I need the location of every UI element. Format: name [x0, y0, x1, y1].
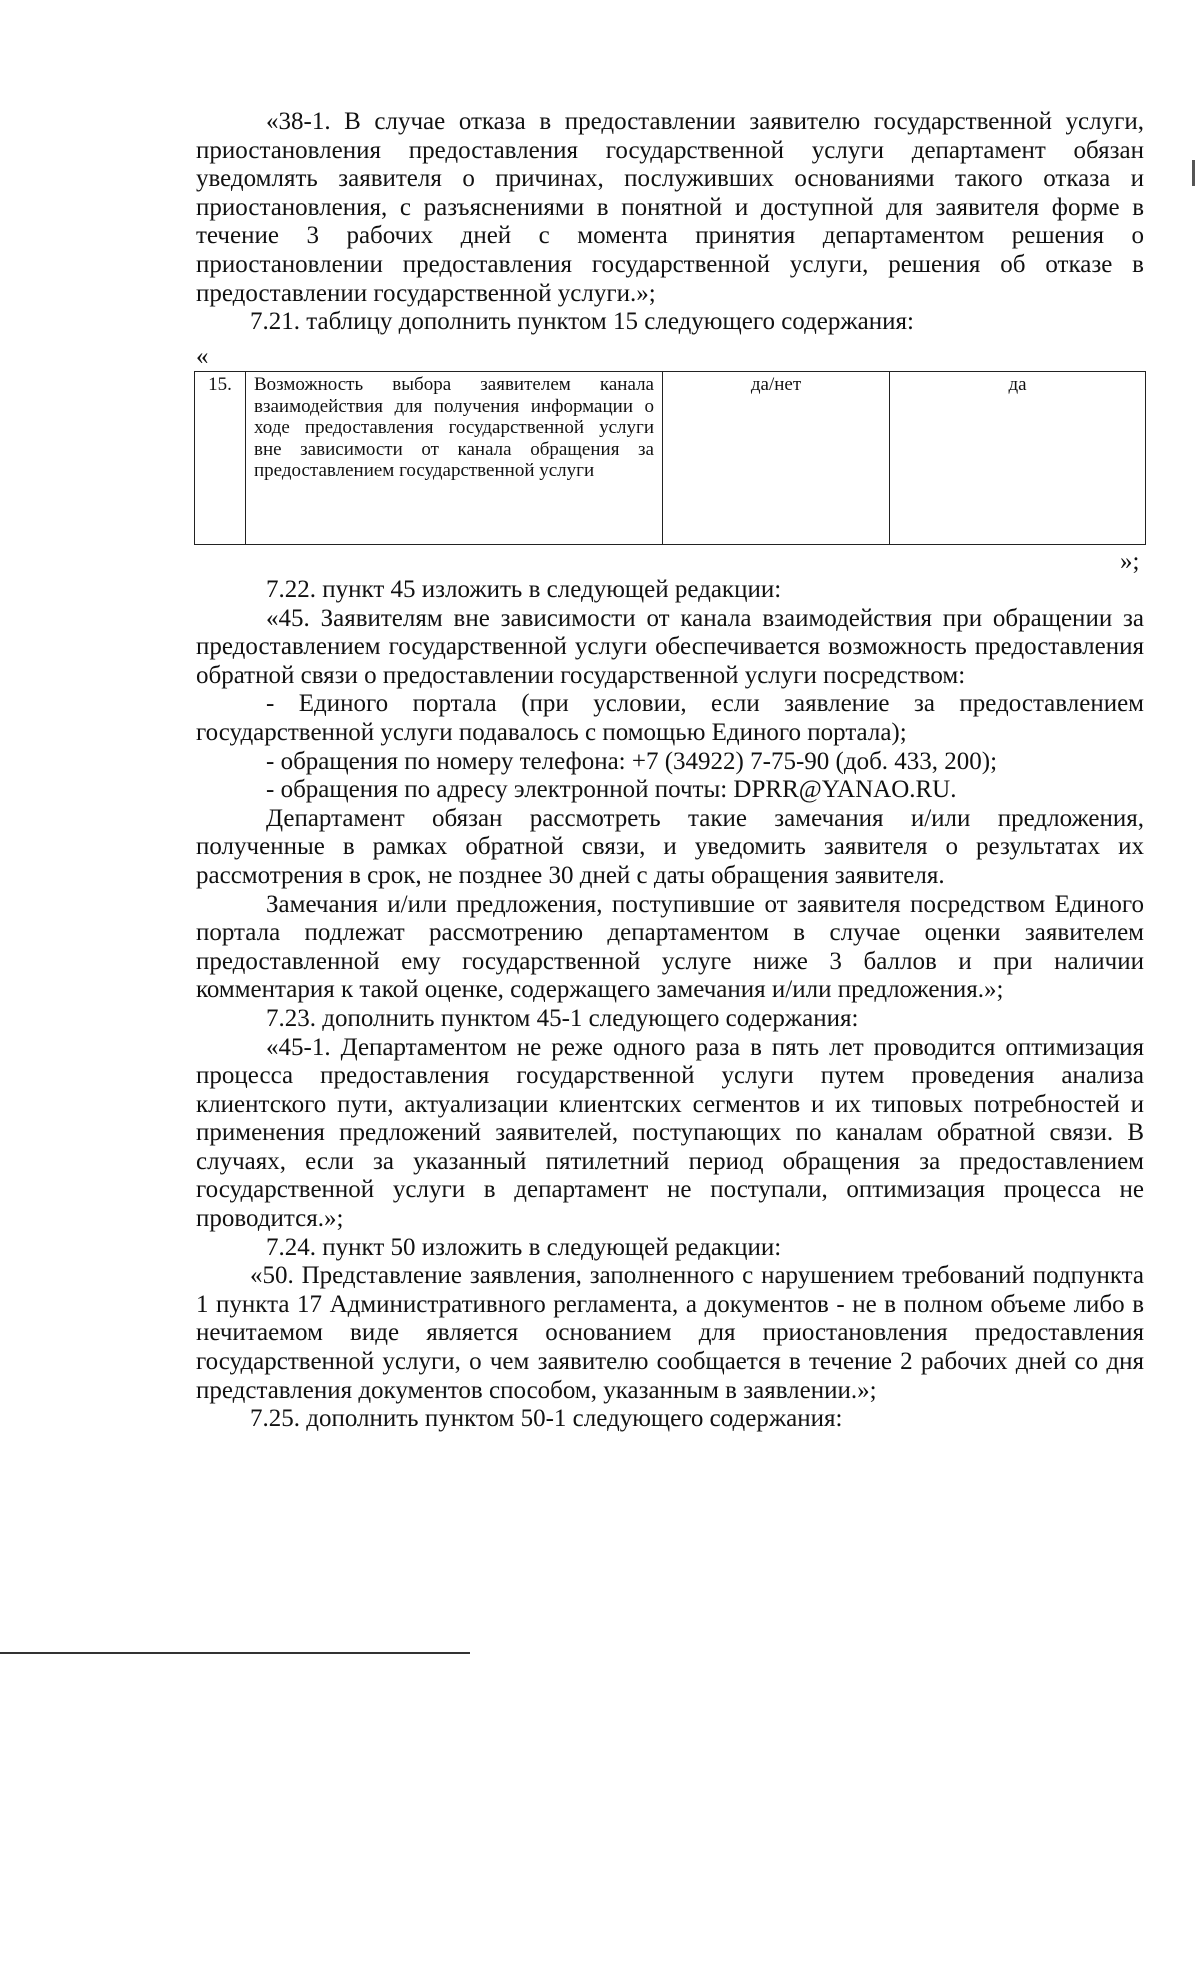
service-table [194, 371, 1146, 545]
paragraph-45: «45. Заявителям вне зависимости от канала взаимодействия при обращении за предоставлением государственной услуги обеспечивается возможность предоставления обратной связи о предоставлении государственной услуги посредством: [196, 604, 1144, 689]
close-quote: »; [1120, 548, 1140, 575]
row-value-type: да/нет [663, 372, 890, 545]
paragraph-7-25: 7.25. дополнить пунктом 50-1 следующего содержания: [250, 1405, 843, 1433]
row-description: Возможность выбора заявителем канала взаимодействия для получения информации о ходе предоставления государственной услуги вне зависимости от канала обращения за предоставлением государственной услуги [246, 372, 663, 545]
row-value: да [890, 372, 1146, 545]
text-block-top [196, 108, 1144, 337]
paragraph-50: «50. Представление заявления, заполненного с нарушением требований подпункта 1 пункта 17 Административного регламента, а документов - не в полном объеме либо в нечитаемом виде является основанием для приостановления предоставления государственной услуги, о чем заявителю сообщается в течение 2 рабочих дней со дня представления документов способом, указанным в заявлении.»; [196, 1262, 1144, 1404]
paragraph-remarks: Замечания и/или предложения, поступившие от заявителя посредством Единого портала подлежат рассмотрению департаментом в случае оценки заявителем предоставленной ему государственной услуге ниже 3 баллов и при наличии комментария к такой оценке, содержащего замечания и/или предложения.»; [196, 890, 1144, 1004]
paragraph-38-1: «38-1. В случае отказа в предоставлении заявителю государственной услуги, приостановления предоставления государственной услуги департамент обязан уведомлять заявителя о причинах, послуживших основаниями такого отказа и приостановления, с разъяснениями в понятной и доступной для заявителя форме в течение 3 рабочих дней с момента принятия департаментом решения о приостановлении предоставления государственной услуги, решения об отказе в предоставлении государственной услуги.»; [196, 108, 1144, 307]
paragraph-phone: - обращения по номеру телефона: +7 (34922) 7-75-90 (доб. 433, 200); [266, 747, 998, 775]
row-number: 15. [195, 372, 246, 545]
open-quote: « [196, 343, 209, 370]
paragraph-department: Департамент обязан рассмотреть такие замечания и/или предложения, полученные в рамках обратной связи, и уведомить заявителя о результатах их рассмотрения в срок, не позднее 30 дней с даты обращения заявителя. [196, 804, 1144, 889]
paragraph-7-24: 7.24. пункт 50 изложить в следующей редакции: [266, 1233, 782, 1261]
paragraph-7-21: 7.21. таблицу дополнить пунктом 15 следующего содержания: [250, 308, 914, 336]
paragraph-email: - обращения по адресу электронной почты: DPRR@YANAO.RU. [266, 776, 957, 804]
paragraph-7-22: 7.22. пункт 45 изложить в следующей редакции: [266, 576, 782, 603]
paragraph-7-23: 7.23. дополнить пунктом 45-1 следующего содержания: [266, 1004, 859, 1032]
paragraph-portal: - Единого портала (при условии, если заявление за предоставлением государственной услуги подавалось с помощью Единого портала); [196, 690, 1144, 746]
text-block-bottom [196, 576, 1144, 1434]
paragraph-45-1: «45-1. Департаментом не реже одного раза в пять лет проводится оптимизация процесса предоставления государственной услуги путем проведения анализа клиентского пути, актуализации клиентских сегментов и их типовых потребностей и применения предложений заявителей, поступающих по каналам обратной связи. В случаях, если за указанный пятилетний период обращения за предоставлением государственной услуги в департамент не поступали, оптимизация процесса не проводится.»; [196, 1033, 1144, 1233]
table-row [195, 372, 1146, 545]
scan-margin-mark [1192, 160, 1195, 186]
footnote-divider [0, 1652, 470, 1654]
